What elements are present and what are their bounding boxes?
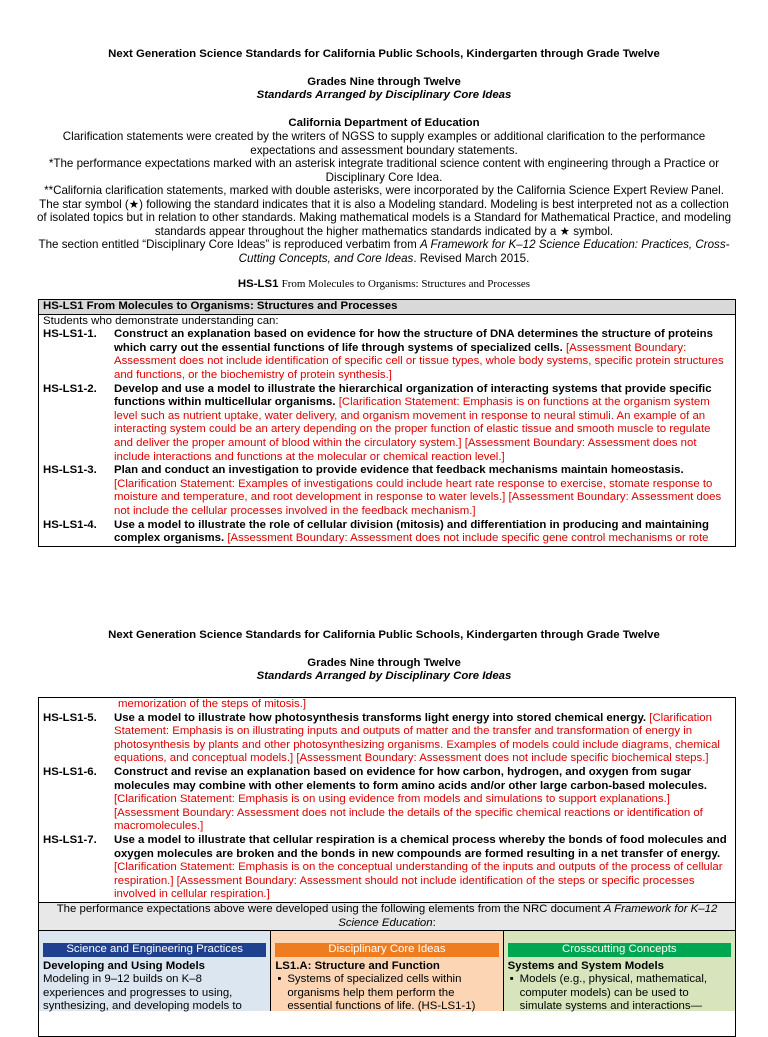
- pe-body: [114, 383, 731, 465]
- pe-note: [Clarification Statement: Emphasis is on the conceptual understanding of the inputs and outputs of the process of cellular respiration.] [Assessment Boundary: Assessment should not include identification of the steps or specific processes involved in cellular respiration.]: [114, 861, 723, 901]
- arranged-subheading: Standards Arranged by Disciplinary Core Ideas: [256, 670, 512, 683]
- arranged-subheading: Standards Arranged by Disciplinary Core Ideas: [256, 89, 512, 102]
- intro-paragraph: **California clarification statements, marked with double asterisks, were incorporated by the California Science Expert Review Panel.: [44, 184, 724, 198]
- pe-body: [114, 834, 731, 902]
- core-ideas-subheading: LS1.A: Structure and Function: [275, 959, 440, 972]
- pe-code: HS-LS1-5.: [43, 711, 97, 724]
- students-line: Students who demonstrate understanding can:: [43, 314, 279, 327]
- performance-expectation: [39, 383, 735, 465]
- performance-expectation: [39, 834, 735, 902]
- page-header: [0, 48, 768, 130]
- practices-header: Science and Engineering Practices: [43, 943, 266, 957]
- pe-note: [Clarification Statement: Examples of investigations could include heart rate response to exercise, stomate response to moisture and temperature, and root development in response to water levels.] [Assessment Boundary: Assessment does not include the cellular processes involved in the feedback mechanism.]: [114, 477, 722, 517]
- document-title: Next Generation Science Standards for California Public Schools, Kindergarten through Grade Twelve: [108, 48, 660, 60]
- intro-paragraph: Clarification statements were created by the writers of NGSS to supply examples or additional clarification to the performance expectations and assessment boundary statements.: [62, 130, 706, 157]
- pe-statement: Use a model to illustrate that cellular respiration is a chemical process whereby the bonds of food molecules and oxygen molecules are broken and the bonds in new compounds are formed resulting in a net transfer of energy.: [114, 833, 727, 860]
- page-1: [0, 48, 768, 292]
- crosscutting-list: [508, 973, 731, 1014]
- continued-note: memorization of the steps of mitosis.]: [118, 698, 307, 710]
- intro-text-part: The section entitled “Disciplinary Core Ideas” is reproduced verbatim from: [38, 238, 420, 252]
- page-2: [0, 629, 768, 684]
- crosscutting-header: Crosscutting Concepts: [508, 943, 731, 957]
- crosscutting-column: [503, 931, 735, 1011]
- pe-statement: Develop and use a model to illustrate the hierarchical organization of interacting systems that provide specific functions within multicellular organisms.: [114, 382, 712, 409]
- pe-note: [Assessment Boundary: Assessment does not include specific gene control mechanisms or rote: [227, 532, 709, 545]
- page-header: [0, 629, 768, 684]
- framework-note-end: :: [432, 916, 436, 929]
- practices-subheading: Developing and Using Models: [43, 959, 206, 972]
- performance-expectations-list: [39, 328, 735, 546]
- pe-code: HS-LS1-7.: [43, 833, 97, 846]
- standard-code: HS-LS1: [237, 278, 279, 291]
- core-ideas-column: [270, 931, 502, 1011]
- pe-note: [Clarification Statement: Emphasis is on illustrating inputs and outputs of matter and the transfer and transformation of energy in photosynthesis by plants and other photosynthesizing organisms. Examples of models could include diagrams, chemical equations, and conceptual models.] [Assessment Boundary: Assessment does not include specific biochemical steps.]: [114, 711, 720, 765]
- pe-note: [Clarification Statement: Emphasis is on using evidence from models and simulations to support explanations.] [Assessment Boundary: Assessment does not include the details of the specific chemical reactions or identification of macromolecules.]: [114, 793, 703, 833]
- framework-title: A Framework for K–12 Science Education: Practices, Cross-Cutting Concepts, and Core Ideas: [238, 238, 730, 265]
- pe-statement: Use a model to illustrate the role of cellular division (mitosis) and differentiation in producing and maintaining complex organisms.: [114, 518, 709, 545]
- foundation-columns: [39, 930, 735, 1011]
- pe-statement: Plan and conduct an investigation to provide evidence that feedback mechanisms maintain homeostasis.: [114, 464, 684, 477]
- pe-code: HS-LS1-1.: [43, 328, 97, 341]
- performance-expectation: [39, 328, 735, 382]
- list-item: ▪ Systems of specialized cells within organisms help them perform the essential functions of life. (HS-LS1-1): [287, 973, 498, 1014]
- crosscutting-subheading: Systems and System Models: [507, 959, 665, 972]
- list-item: ▪ Models (e.g., physical, mathematical, computer models) can be used to simulate systems and interactions—: [520, 973, 731, 1014]
- standard-caption: [0, 278, 768, 292]
- practices-column: [39, 931, 270, 1011]
- intro-text: [0, 130, 768, 265]
- standard-name: From Molecules to Organisms: Structures and Processes: [281, 278, 531, 291]
- performance-expectations-list: [39, 712, 735, 902]
- intro-paragraph: [34, 238, 734, 265]
- intro-paragraph: The star symbol (★) following the standard indicates that it is also a Modeling standard. Modeling is best interpreted not as a collection of isolated topics but in relation to other standards. Making mathematical models is a Standard for Mathematical Practice, and modeling standards appear throughout the higher mathematics standards indicated by a ★ symbol.: [36, 197, 732, 238]
- pe-body: [114, 328, 731, 382]
- performance-expectation: [39, 464, 735, 518]
- performance-expectation: [39, 712, 735, 766]
- pe-body: [114, 464, 731, 518]
- performance-expectation: [39, 766, 735, 834]
- intro-text-part: . Revised March 2015.: [413, 251, 530, 265]
- pe-code: HS-LS1-6.: [43, 765, 97, 778]
- pe-code: HS-LS1-4.: [43, 518, 97, 531]
- framework-note: [39, 902, 735, 930]
- pe-code: HS-LS1-3.: [43, 464, 97, 477]
- department-heading: California Department of Education: [288, 116, 480, 129]
- framework-title: A Framework for K–12 Science Education: [338, 902, 718, 929]
- performance-expectation: [39, 519, 735, 546]
- intro-paragraph: *The performance expectations marked with an asterisk integrate traditional science content with engineering through a Practice or Disciplinary Core Idea.: [48, 157, 720, 184]
- pe-statement: Use a model to illustrate how photosynthesis transforms light energy into stored chemical energy.: [114, 711, 647, 724]
- framework-note-text: The performance expectations above were developed using the following elements from the NRC document: [56, 902, 604, 915]
- core-ideas-list: [275, 973, 498, 1014]
- pe-body: [114, 766, 731, 834]
- grades-heading: Grades Nine through Twelve: [307, 656, 461, 669]
- pe-code: HS-LS1-2.: [43, 382, 97, 395]
- grades-heading: Grades Nine through Twelve: [307, 75, 461, 88]
- pe-note: [Assessment Boundary: Assessment does not include identification of specific cell or tissue types, whole body systems, specific protein structures and functions, or the biochemistry of protein synthesis.]: [114, 341, 724, 381]
- pe-body: [114, 519, 731, 546]
- practices-text: Modeling in 9–12 builds on K–8 experiences and progresses to using, synthesizing, and developing models to: [43, 973, 242, 1013]
- standards-box-page-1: [38, 299, 736, 547]
- pe-statement: Construct an explanation based on evidence for how the structure of DNA determines the structure of proteins which carry out the essential functions of life through systems of specialized cells.: [114, 328, 713, 354]
- core-ideas-header: Disciplinary Core Ideas: [275, 943, 498, 957]
- pe-body: [114, 712, 731, 766]
- standards-box-page-2: [38, 697, 736, 1037]
- document-title: Next Generation Science Standards for California Public Schools, Kindergarten through Grade Twelve: [108, 629, 660, 641]
- standards-box-title: HS-LS1 From Molecules to Organisms: Structures and Processes: [39, 300, 735, 315]
- pe-note: [Clarification Statement: Emphasis is on functions at the organism system level such as nutrient uptake, water delivery, and organism movement in response to neural stimuli. An example of an interacting system could be an artery depending on the proper function of elastic tissue and smooth muscle to regulate and deliver the proper amount of blood within the circulatory system.] [Assessment Boundary: Assessment does not include interactions and functions at the molecular or chemical reaction level.]: [114, 396, 711, 463]
- pe-statement: Construct and revise an explanation based on evidence for how carbon, hydrogen, and oxygen from sugar molecules may combine with other elements to form amino acids and/or other large carbon-based molecules.: [114, 765, 708, 792]
